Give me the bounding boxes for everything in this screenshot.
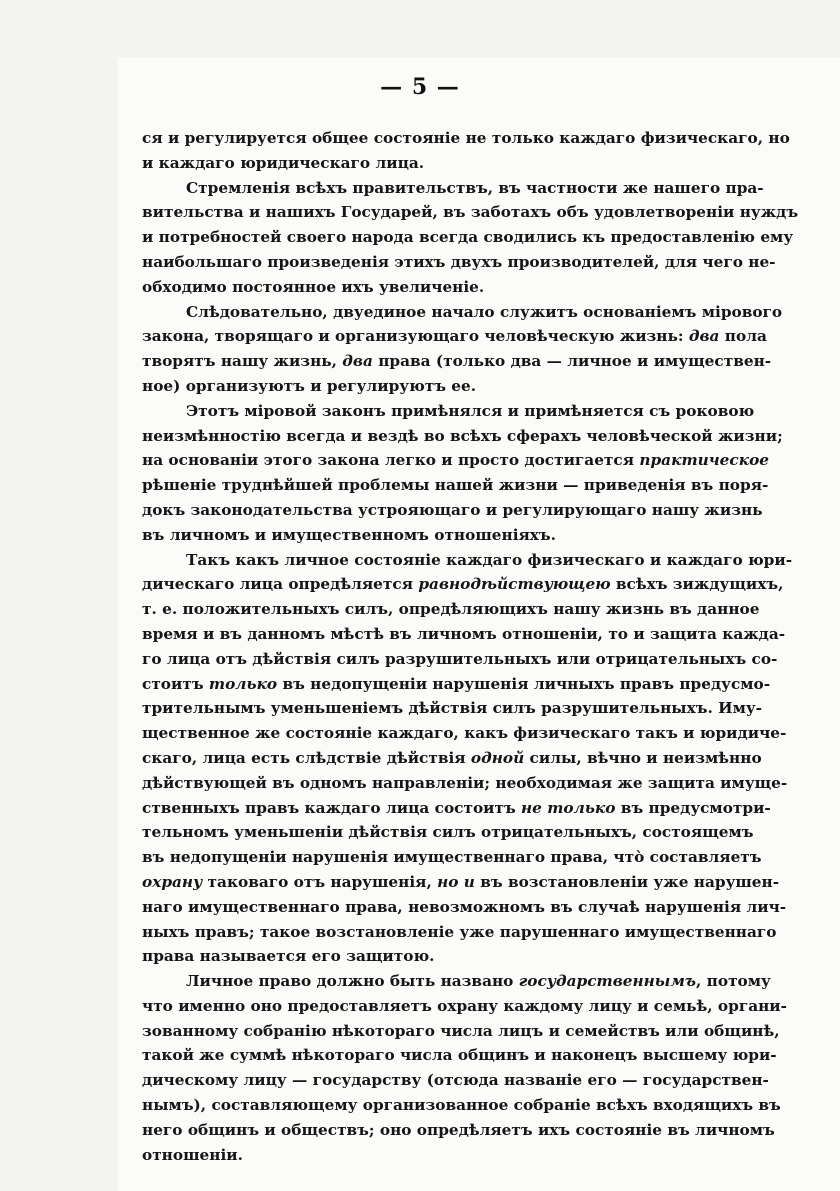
text-run: докъ законодательства устрояющаго и регулирующаго нашу жизнь — [142, 500, 763, 519]
text-line — [142, 622, 786, 647]
text-line — [142, 672, 771, 697]
text-run: время и въ данномъ мѣстѣ въ личномъ отношеніи, то и защита кажда- — [142, 624, 786, 643]
text-line — [142, 920, 777, 945]
text-run: что именно оно предоставляетъ охрану каждому лицу и семьѣ, органи- — [142, 996, 788, 1015]
emphasis-text: охрану — [142, 872, 203, 891]
text-run: ся и регулируется общее состояніе не только каждаго физическаго, но — [142, 129, 790, 147]
text-line — [142, 994, 788, 1019]
paragraph — [142, 176, 799, 300]
text-line — [142, 572, 784, 597]
text-run: силы, вѣчно и неизмѣнно — [524, 748, 762, 767]
text-line — [142, 498, 763, 523]
text-run: стоитъ — [142, 674, 209, 693]
text-line — [142, 374, 746, 399]
text-line — [142, 1068, 769, 1093]
emphasis-text: два — [688, 327, 720, 346]
text-run: въ предусмотри- — [615, 798, 771, 817]
text-line — [142, 448, 770, 473]
text-run: дическому лицу — государству (отсюда названіе его — государствен- — [142, 1071, 769, 1090]
text-run: въ личномъ и имущественномъ отношеніяхъ. — [142, 525, 556, 544]
paragraph — [142, 969, 788, 1167]
text-line — [142, 845, 762, 870]
text-run: дѣйствующей въ одномъ направленіи; необходимая же защита имуще- — [142, 773, 788, 792]
text-run: нымъ), составляющему организованное собраніе всѣхъ входящихъ въ — [142, 1096, 781, 1115]
text-run: тельномъ уменьшеніи дѣйствія силъ отрицательныхъ, состоящемъ — [142, 823, 754, 842]
text-line — [142, 176, 764, 201]
text-run: таковаго отъ нарушенія, — [202, 872, 438, 891]
text-line — [142, 746, 762, 771]
text-line — [142, 721, 787, 746]
text-line — [142, 647, 778, 672]
text-line — [142, 1019, 780, 1044]
body-text — [142, 126, 799, 1167]
text-run: Этотъ міровой законъ примѣнялся и примѣняется съ роковою — [186, 401, 755, 420]
text-run: рѣшеніе труднѣйшей проблемы нашей жизни — приведенія въ поря- — [142, 476, 769, 495]
text-run: скаго, лица есть слѣдствіе дѣйствія — [142, 748, 471, 767]
text-run: дическаго лица опредѣляется — [142, 575, 419, 594]
text-line — [142, 225, 794, 250]
text-line — [142, 399, 755, 424]
page-number: — 5 — — [380, 74, 460, 100]
text-line — [142, 895, 787, 920]
text-run: зованному собранію нѣкотораго числа лицъ и семействъ или общинѣ, — [142, 1021, 780, 1040]
text-run: наибольшаго произведенія этихъ двухъ производителей, для чего не- — [142, 252, 776, 271]
emphasis-text: государственнымъ — [518, 972, 697, 991]
text-run: обходимо постоянное ихъ увеличеніе. — [142, 277, 485, 296]
text-line — [142, 324, 767, 349]
emphasis-text: но и — [437, 872, 475, 891]
text-run: вительства и нашихъ Государей, въ заботахъ объ удовлетвореніи нуждъ — [142, 203, 799, 222]
text-run: наго имущественнаго права, невозможномъ въ случаѣ нарушенія лич- — [142, 897, 787, 916]
text-run: него общинъ и обществъ; оно опредѣляетъ ихъ состояніе въ личномъ — [142, 1120, 775, 1139]
text-run: трительнымъ уменьшеніемъ дѣйствія силъ разрушительныхъ. Иму- — [142, 699, 763, 718]
text-run: въ недопущеніи нарушенія личныхъ правъ предусмо- — [277, 674, 771, 693]
text-line — [142, 597, 760, 622]
emphasis-text: равнодѣйствующею — [418, 575, 611, 594]
text-run: на основаніи этого закона легко и просто достигается — [142, 451, 640, 470]
text-run: и потребностей своего народа всегда сводились къ предоставленію ему — [142, 228, 794, 247]
text-run: щественное же состояніе каждаго, какъ физическаго такъ и юридиче- — [142, 724, 787, 743]
text-line — [142, 349, 772, 374]
text-run: го лица отъ дѣйствія силъ разрушительныхъ или отрицательныхъ со- — [142, 649, 778, 668]
text-run: въ возстановленіи уже нарушен- — [474, 872, 780, 891]
text-run: Слѣдовательно, двуединое начало служитъ основаніемъ мірового — [186, 302, 783, 321]
text-run: ное) организуютъ и регулируютъ ее. — [142, 376, 477, 395]
text-run: , потому — [696, 972, 771, 991]
text-run: ственныхъ правъ каждаго лица состоитъ — [142, 798, 522, 817]
text-line — [142, 969, 771, 994]
text-line — [142, 151, 746, 176]
text-line — [142, 424, 783, 449]
emphasis-text: не только — [521, 798, 616, 817]
text-run: въ недопущеніи нарушенія имущественнаго права, что̀ составляетъ — [142, 848, 762, 867]
text-run: т. е. положительныхъ силъ, опредѣляющихъ нашу жизнь въ данное — [142, 600, 760, 619]
text-run: неизмѣнностію всегда и вездѣ во всѣхъ сферахъ человѣческой жизни; — [142, 426, 783, 445]
text-line — [142, 944, 746, 969]
text-line — [142, 250, 776, 275]
text-line — [142, 796, 771, 821]
paragraph — [142, 548, 793, 970]
text-line — [142, 1043, 777, 1068]
text-run: права (только два — личное и имуществен- — [372, 352, 772, 371]
text-line — [142, 473, 769, 498]
text-run: Стремленія всѣхъ правительствъ, въ частности же нашего пра- — [186, 178, 764, 197]
text-line — [142, 1093, 781, 1118]
text-run: такой же суммѣ нѣкотораго числа общинъ и наконецъ высшему юри- — [142, 1046, 777, 1065]
text-line — [142, 548, 793, 573]
text-line — [142, 696, 763, 721]
text-line — [142, 126, 790, 151]
paragraph — [142, 399, 783, 548]
text-run: Такъ какъ личное состояніе каждаго физическаго и каждаго юри- — [186, 550, 793, 569]
text-line — [142, 1143, 746, 1168]
emphasis-text: два — [342, 352, 373, 371]
text-line — [142, 820, 754, 845]
text-run: закона, творящаго и организующаго человѣческую жизнь: — [142, 327, 689, 346]
text-run: всѣхъ зиждущихъ, — [610, 575, 784, 594]
paragraph — [142, 126, 790, 176]
emphasis-text: только — [208, 674, 278, 693]
text-run: ныхъ правъ; такое возстановленіе уже парушеннаго имущественнаго — [142, 922, 777, 941]
emphasis-text: практическое — [639, 451, 770, 470]
text-run: творятъ нашу жизнь, — [142, 352, 343, 371]
text-run: пола — [719, 327, 767, 346]
text-line — [142, 771, 788, 796]
text-run: Личное право должно быть названо — [186, 972, 519, 991]
emphasis-text: одной — [470, 748, 525, 767]
text-run: отношеніи. — [142, 1145, 243, 1164]
text-line — [142, 275, 746, 300]
text-line — [142, 523, 746, 548]
text-line — [142, 300, 783, 325]
text-run: права называется его защитою. — [142, 947, 435, 966]
paragraph — [142, 300, 783, 399]
text-run: и каждаго юридическаго лица. — [142, 153, 425, 172]
text-line — [142, 1118, 775, 1143]
text-line — [142, 200, 799, 225]
text-line — [142, 870, 780, 895]
